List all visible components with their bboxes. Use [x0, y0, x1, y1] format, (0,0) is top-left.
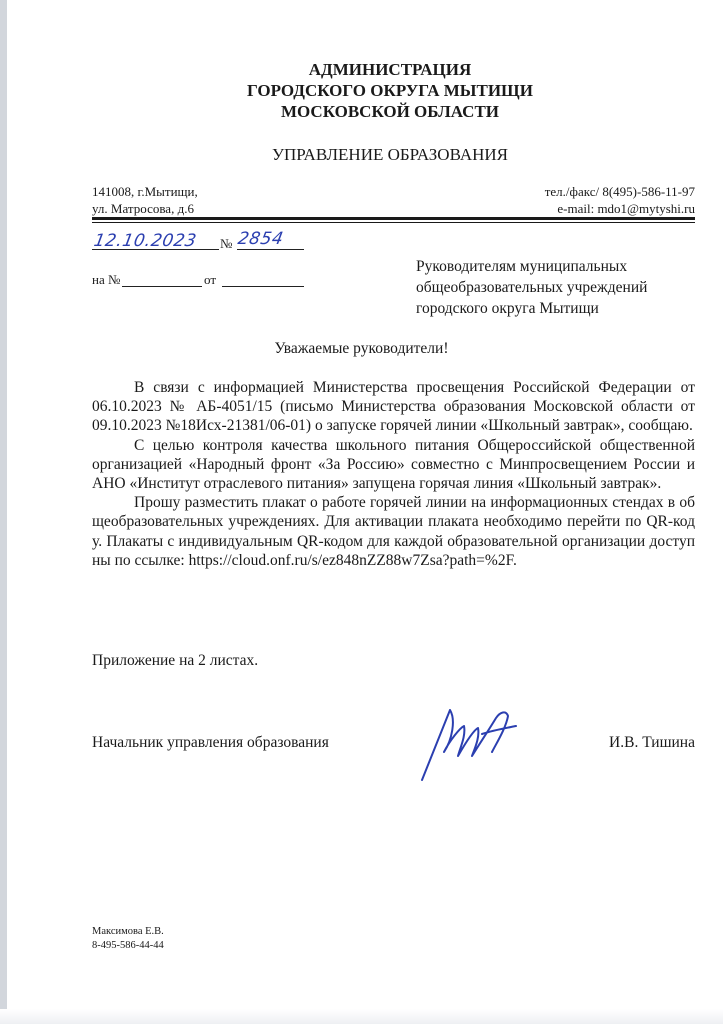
number-label: №	[220, 236, 233, 251]
org-line-2: ГОРОДСКОГО ОКРУГА МЫТИЩИ	[247, 81, 533, 100]
executor-phone: 8-495-586-44-44	[92, 940, 164, 951]
header-rule-thick	[92, 217, 695, 220]
scan-edge	[0, 0, 7, 1024]
body-paragraph-3: Прошу разместить плакат о работе горячей линии на информационных стендах в общеобразовательных учреждениях. Для активации плаката необходимо перейти по QR-коду. Плакаты с индивидуальным QR-кодом для каждой образовательной организации доступны по ссылке: https://cloud.onf.ru/s/ez848nZZ88w7Zsa?path=%2F.	[92, 494, 695, 569]
handwritten-number: 2854	[236, 229, 286, 249]
body-paragraph-1: В связи с информацией Министерства просвещения Российской Федерации от 06.10.2023 № АБ-4051/15 (письмо Министерства образования Московской области от 09.10.2023 №18Исх-21381/06-01) о запуске горячей линии «Школьный завтрак», сообщаю.	[92, 379, 695, 435]
handwritten-signature	[412, 700, 522, 786]
signer-name: И.В. Тишина	[609, 734, 695, 751]
address-line-1: 141008, г.Мытищи,	[92, 184, 198, 199]
reference-line	[92, 272, 304, 290]
header-rule-thin	[92, 222, 695, 223]
executor-info	[92, 925, 164, 953]
ref-number-label: на №	[92, 272, 121, 287]
registration-line	[92, 229, 304, 252]
address-line-2: ул. Матросова, д.6	[92, 201, 194, 216]
executor-name: Максимова Е.В.	[92, 926, 164, 937]
addressee-line-3: городского округа Мытищи	[416, 300, 599, 317]
letter-body	[92, 378, 695, 570]
organization-name	[150, 59, 630, 122]
greeting: Уважаемые руководители!	[274, 340, 449, 357]
number-underline	[237, 249, 304, 250]
ref-number-underline	[122, 286, 202, 287]
addressee-block	[416, 256, 706, 319]
addressee-line-2: общеобразовательных учреждений	[416, 279, 648, 296]
body-paragraph-2: С целью контроля качества школьного питания Общероссийской общественной организацией «Народный фронт «За Россию» совместно с Минпросвещением России и АНО «Институт отраслевого питания» запущена горячая линия «Школьный завтрак».	[92, 436, 695, 493]
department-name: УПРАВЛЕНИЕ ОБРАЗОВАНИЯ	[271, 145, 509, 164]
postal-address	[92, 183, 198, 217]
signer-position: Начальник управления образования	[92, 734, 329, 751]
email: e-mail: mdo1@mytyshi.ru	[557, 201, 695, 216]
scan-bottom-edge	[0, 1009, 723, 1024]
org-line-3: МОСКОВСКОЙ ОБЛАСТИ	[280, 102, 500, 121]
org-line-1: АДМИНИСТРАЦИЯ	[308, 60, 472, 79]
attachment-note: Приложение на 2 листах.	[92, 652, 259, 669]
handwritten-date: 12.10.2023	[92, 231, 199, 251]
addressee-line-1: Руководителям муниципальных	[416, 258, 628, 275]
ref-from-label: от	[204, 272, 217, 287]
ref-date-underline	[222, 286, 304, 287]
phone-fax: тел./факс/ 8(495)-586-11-97	[544, 184, 695, 199]
contact-info	[545, 183, 695, 217]
